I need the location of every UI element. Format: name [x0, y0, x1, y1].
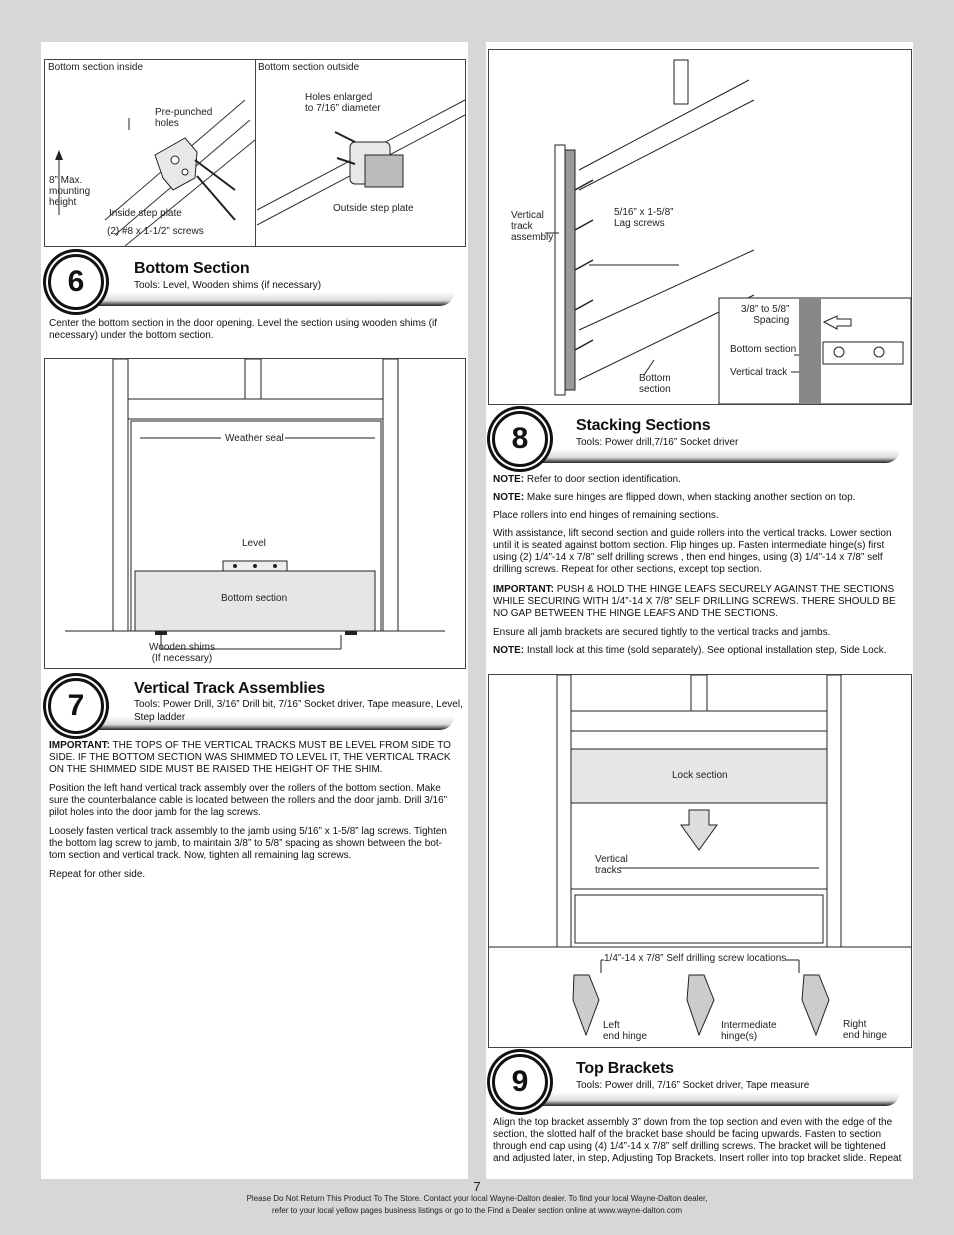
step-8-important	[493, 584, 903, 620]
left-hinge-label: Left end hinge	[603, 1020, 647, 1042]
door-opening-illustration	[44, 358, 466, 669]
step-9-title: Top Brackets	[576, 1060, 674, 1077]
max-height-label: 8” Max. mounting height	[49, 175, 91, 208]
outside-plate-label: Outside step plate	[333, 203, 414, 214]
spacing-label: 3/8” to 5/8” Spacing	[741, 304, 790, 326]
step-8-p3: Ensure all jamb brackets are secured tightly to the vertical tracks and jambs.	[493, 627, 831, 638]
step-6-number: 6	[48, 254, 104, 310]
step-8-note-1	[493, 474, 905, 486]
lag-screws-label: 5/16” x 1-5/8” Lag screws	[614, 207, 674, 229]
footer-line-2: refer to your local yellow pages business listings or go to the Find a Dealer section online at www.wayne-dalton.com	[272, 1206, 682, 1215]
note-1-text: Refer to door section identification.	[524, 474, 681, 485]
step-7-title: Vertical Track Assemblies	[134, 680, 325, 697]
note-2-text: Make sure hinges are flipped down, when stacking another section on top.	[524, 492, 856, 503]
step-8-p1: Place rollers into end hinges of remaining sections.	[493, 510, 719, 521]
step-6-tools: Tools: Level, Wooden shims (if necessary)	[134, 280, 322, 291]
step-7-important-text: THE TOPS OF THE VERTICAL TRACKS MUST BE LEVEL FROM SIDE TO SIDE. IF THE BOTTOM SECTION WAS SHIMMED TO LEVEL IT, THE VERTICAL TRACK ON THE SHIMMED SIDE MUST BE RAISED THE HEIGHT OF THE SHIM.	[49, 740, 451, 775]
step-9-tools: Tools: Power drill, 7/16” Socket driver, Tape measure	[576, 1080, 810, 1091]
step-7-p1: Position the left hand vertical track assembly over the rollers of the bottom section. Make sure the counterbalance cable is located between the rollers and the door jamb. Drill 3/16” pilot holes into the door jamb for the lag screws.	[49, 783, 448, 818]
step-8-number: 8	[492, 411, 548, 467]
intermediate-hinge-label: Intermediate hinge(s)	[721, 1020, 777, 1042]
wooden-shims-label: Wooden shims (If necessary)	[149, 642, 215, 664]
door-opening-drawing	[45, 359, 465, 668]
vertical-track-label: Vertical track assembly	[511, 210, 554, 243]
bottom-section-label: Bottom section	[221, 593, 288, 604]
prepunched-label: Pre-punched holes	[155, 107, 213, 129]
step-7-important	[49, 740, 454, 776]
inside-title: Bottom section inside	[48, 62, 144, 73]
step-7-tools: Tools: Power Drill, 3/16” Drill bit, 7/16” Socket driver, Tape measure, Level, Step ladder	[134, 699, 463, 723]
screws-label: (2) #8 x 1-1/2” screws	[107, 226, 204, 237]
weather-seal-label: Weather seal	[225, 433, 284, 444]
vertical-track-illustration	[488, 49, 912, 405]
step-9-number: 9	[492, 1054, 548, 1110]
step-8-p2: With assistance, lift second section and guide rollers into the vertical tracks. Lower section until it is seated against bottom section. Flip hinges up. Fasten intermediate hinge(s) first using (2) 1/4”-14 x 7/8” self drilling screws , then end hinges, using (3) 1/4”-14 x 7/8” self drilling screws. Repeat for other sections, except top section.	[493, 528, 892, 575]
step-7-p2: Loosely fasten vertical track assembly to the jamb using 5/16” x 1-5/8” lag screws. Tighten the bottom lag screw to jamb, to maintain 3/8” to 5/8” spacing as shown between the bot-tom section and vertical track. Now, tighten all remaining lag screws.	[49, 826, 447, 861]
right-hinge-label: Right end hinge	[843, 1019, 887, 1041]
step-plate-drawing	[45, 60, 465, 246]
step-7-header	[44, 672, 464, 734]
note-label: NOTE:	[493, 474, 525, 485]
step-7-p3: Repeat for other side.	[49, 869, 146, 880]
level-label: Level	[242, 538, 266, 549]
step-7-important-label: IMPORTANT:	[49, 740, 110, 751]
screw-locations-label: 1/4”-14 x 7/8” Self drilling screw locations	[604, 953, 787, 964]
step-plate-illustration	[44, 59, 466, 247]
bottom-section-label: Bottom section	[639, 373, 671, 395]
step-8-note-2	[493, 492, 905, 504]
outside-title: Bottom section outside	[258, 62, 360, 73]
step-6-title: Bottom Section	[134, 260, 250, 277]
note-label: NOTE:	[493, 492, 525, 503]
step-8-important-text: PUSH & HOLD THE HINGE LEAFS SECURELY AGAINST THE SECTIONS WHILE SECURING WITH 1/4”-14 X 7/8” SELF DRILLING SCREWS. THERE SHOULD BE NO GAP BETWEEN THE HINGE LEAFS AND THE SECTIONS.	[493, 584, 896, 619]
step-7-number: 7	[48, 678, 104, 734]
lock-section-label: Lock section	[672, 770, 728, 781]
page-number: 7	[473, 1179, 481, 1194]
step-6-header	[44, 248, 464, 310]
inset-vertical-track-label: Vertical track	[730, 367, 788, 378]
footer-line-1: Please Do Not Return This Product To The Store. Contact your local Wayne-Dalton dealer. To find your local Wayne-Dalton dealer,	[246, 1194, 708, 1203]
inset-bottom-section-label: Bottom section	[730, 344, 797, 355]
inside-plate-label: Inside step plate	[109, 208, 182, 219]
step-8-note-3	[493, 645, 905, 657]
step-8-important-label: IMPORTANT:	[493, 584, 554, 595]
step-6-text: Center the bottom section in the door opening. Level the section using wooden shims (if necessary) under the bottom section.	[49, 318, 438, 341]
note-3-text: Install lock at this time (sold separately). See optional installation step, Side Lock.	[524, 645, 887, 656]
step-8-title: Stacking Sections	[576, 417, 711, 434]
step-9-text: Align the top bracket assembly 3” down from the top section and even with the edge of the section, the slotted half of the bracket base should be facing upwards. Fasten to section through end cap using (4) 1/4”-14 x 7/8” self drilling screws. The bracket will be tightened and adjusted later, in step, Adjusting Top Brackets. Insert roller into top bracket slide. Repeat	[493, 1117, 902, 1164]
step-9-header	[488, 1048, 910, 1110]
holes-enlarged-label: Holes enlarged to 7/16” diameter	[305, 92, 381, 114]
stacking-illustration	[488, 674, 912, 1048]
stacking-drawing	[489, 675, 911, 1047]
vertical-tracks-label: Vertical tracks	[595, 854, 628, 876]
step-8-tools: Tools: Power drill,7/16” Socket driver	[576, 437, 739, 448]
note-label: NOTE:	[493, 645, 525, 656]
step-8-header	[488, 405, 910, 467]
